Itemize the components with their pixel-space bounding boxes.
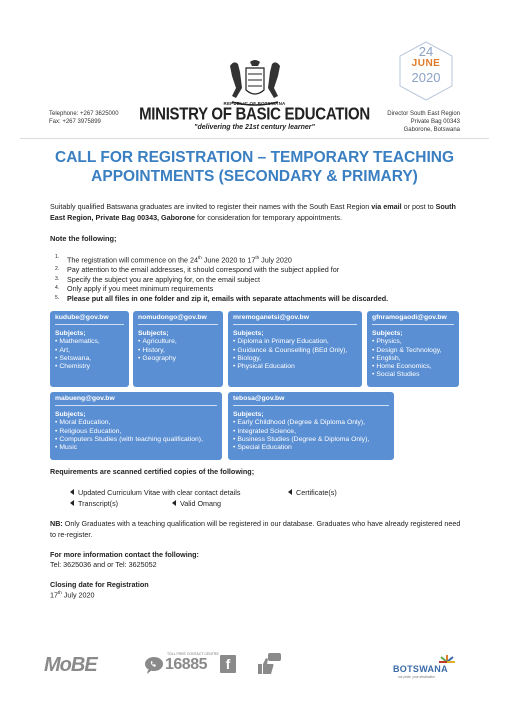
closing-sup: th: [58, 590, 62, 595]
requirement-text: Valid Omang: [180, 499, 222, 508]
closing-heading: Closing date for Registration: [50, 580, 149, 589]
fax: Fax: +267 3975899: [49, 119, 101, 125]
box-item: • History,: [138, 347, 218, 355]
list-item: [50, 253, 388, 265]
subject-box-mremoganetsi: [228, 311, 362, 387]
date-year: 2020: [411, 70, 441, 85]
city: Gaborone, Botswana: [403, 127, 460, 133]
subject-box-kudube: [50, 311, 129, 387]
arrow-left-icon: [288, 489, 292, 495]
closing-day: 17: [50, 590, 58, 600]
info-phones: Tel: 3625036 and or Tel: 3625052: [50, 560, 157, 569]
nb-paragraph: [50, 518, 465, 540]
telephone: Telephone: +267 3625000: [49, 111, 119, 117]
box-email[interactable]: kudube@gov.bw: [55, 314, 124, 325]
toll-free-label: TOLL FREE CONTACT CENTRE: [167, 652, 219, 656]
subject-box-nomudongo: [133, 311, 223, 387]
date-month: JUNE: [411, 58, 441, 69]
closing-date: [50, 590, 95, 599]
box-subjects-label: Subjects;: [372, 330, 403, 338]
header-divider: [20, 138, 489, 139]
list-number: 4.: [55, 285, 60, 292]
requirement-item: [172, 499, 221, 508]
note-text: Please put all files in one folder and zip it, emails with separate attachments will be discarded.: [67, 293, 389, 303]
list-item: [50, 284, 388, 294]
note-text: The registration will commence on the 24: [67, 255, 199, 265]
box-email[interactable]: tebosa@gov.bw: [233, 395, 389, 406]
box-subjects-label: Subjects;: [55, 330, 86, 338]
note-text: Only apply if you meet minimum requirements: [67, 284, 214, 294]
toll-free-number[interactable]: 16885: [165, 656, 207, 673]
box-item: • Social Studies: [372, 371, 454, 379]
note-sup: th: [198, 255, 202, 260]
box-item: • Biology,: [233, 355, 357, 363]
botswana-brand-text: BOTSWANA: [393, 664, 448, 674]
subject-box-mabueng: [50, 392, 222, 460]
mobe-logo: MoBE: [44, 654, 97, 676]
closing-rest: July 2020: [61, 590, 95, 600]
nb-text: Only Graduates with a teaching qualification will be registered in our database. Graduates who have already registered need to re-register.: [50, 519, 461, 539]
requirement-item: [70, 499, 118, 508]
intro-text-2: or post to: [401, 202, 436, 211]
nb-label: NB:: [50, 519, 63, 528]
ministry-motto: "delivering the 21st century learner": [194, 124, 315, 131]
list-number: 3.: [55, 275, 60, 282]
list-number: 5.: [55, 294, 60, 301]
box-item: • Geography: [138, 355, 218, 363]
box-item: • Guidance & Counselling (BEd Only),: [233, 347, 357, 355]
box-item: • Religious Education,: [55, 428, 217, 436]
box-subjects-label: Subjects;: [55, 411, 86, 419]
title-line-1: CALL FOR REGISTRATION – TEMPORARY TEACHING: [55, 149, 454, 166]
box-item: • English,: [372, 355, 454, 363]
title-line-2: APPOINTMENTS (SECONDARY & PRIMARY): [91, 168, 418, 185]
republic-label: REPUBLIC OF BOTSWANA: [223, 101, 286, 106]
subject-box-tebosa: [228, 392, 394, 460]
note-text: July 2020: [259, 255, 292, 265]
box-item: • Setswana,: [55, 355, 124, 363]
box-item: • Physical Education: [233, 363, 357, 371]
intro-bold-1: via email: [371, 202, 402, 211]
box-item: • Mathematics,: [55, 338, 124, 346]
list-number: 1.: [55, 254, 60, 260]
box-item: • Physics,: [372, 338, 454, 346]
list-item: [50, 275, 388, 285]
box-subjects-label: Subjects;: [233, 411, 264, 419]
box-item: • Diploma in Primary Education,: [233, 338, 357, 346]
notes-list: [50, 253, 388, 303]
intro-paragraph: [50, 201, 470, 223]
arrow-left-icon: [172, 500, 176, 506]
box-email[interactable]: mabueng@gov.bw: [55, 395, 217, 406]
arrow-left-icon: [70, 489, 74, 495]
box-item: • Music: [55, 444, 217, 452]
list-number: 2.: [55, 265, 60, 272]
list-item: [50, 265, 388, 275]
requirement-text: Certificate(s): [296, 488, 337, 497]
ministry-name: MINISTRY OF BASIC EDUCATION: [139, 104, 370, 125]
address-block: [387, 110, 460, 134]
box-item: • Chemistry: [55, 363, 124, 371]
note-heading: Note the following;: [50, 234, 117, 243]
director: Director South East Region: [387, 111, 460, 117]
box-email[interactable]: gfnramogaodi@gov.bw: [372, 314, 454, 325]
box-item: • Early Childhood (Degree & Diploma Only),: [233, 419, 389, 427]
note-sup: th: [255, 255, 260, 260]
phone-chat-icon: [144, 656, 164, 674]
date-day: 24: [418, 44, 434, 59]
facebook-icon[interactable]: f: [220, 655, 236, 673]
requirements-heading: Requirements are scanned certified copies of the following;: [50, 467, 255, 476]
box-email[interactable]: mremoganetsi@gov.bw: [233, 314, 357, 325]
intro-text-1: Suitably qualified Batswana graduates are invited to register their names with the South East Region: [50, 202, 372, 211]
private-bag: Private Bag 00343: [410, 119, 460, 125]
list-item: [50, 294, 388, 304]
box-item: • Art,: [55, 347, 124, 355]
box-item: • Business Studies (Degree & Diploma Only),: [233, 436, 389, 444]
note-text: Specify the subject you are applying for, on the email subject: [67, 274, 260, 284]
box-item: • Computers Studies (with teaching qualification),: [55, 436, 217, 444]
box-item: • Agriculture,: [138, 338, 218, 346]
intro-text-3: for consideration for temporary appointments.: [195, 213, 343, 222]
box-email[interactable]: nomudongo@gov.bw: [138, 314, 218, 325]
note-text: June 2020 to 17: [201, 255, 256, 265]
page-title: [30, 148, 479, 186]
box-item: • Design & Technology,: [372, 347, 454, 355]
subject-box-gfnramogaodi: [367, 311, 459, 387]
botswana-tagline: our pride, your destination: [398, 675, 435, 679]
chat-thumbs-up-icon: [256, 652, 282, 676]
arrow-left-icon: [70, 500, 74, 506]
requirement-item: [288, 488, 337, 497]
info-heading: For more information contact the following:: [50, 550, 199, 559]
requirement-item: [70, 488, 240, 497]
box-subjects-label: Subjects;: [233, 330, 264, 338]
box-item: • Special Education: [233, 444, 389, 452]
box-item: • Moral Education,: [55, 419, 217, 427]
box-item: • Integrated Science,: [233, 428, 389, 436]
box-item: • Home Economics,: [372, 363, 454, 371]
box-subjects-label: Subjects;: [138, 330, 169, 338]
note-text: Pay attention to the email addresses, it should correspond with the subject applied for: [67, 264, 340, 274]
requirement-text: Transcript(s): [78, 499, 119, 508]
intro-bold-2: South East Region, Private Bag 00343, Gaborone: [50, 202, 456, 222]
requirement-text: Updated Curriculum Vitae with clear contact details: [78, 488, 241, 497]
